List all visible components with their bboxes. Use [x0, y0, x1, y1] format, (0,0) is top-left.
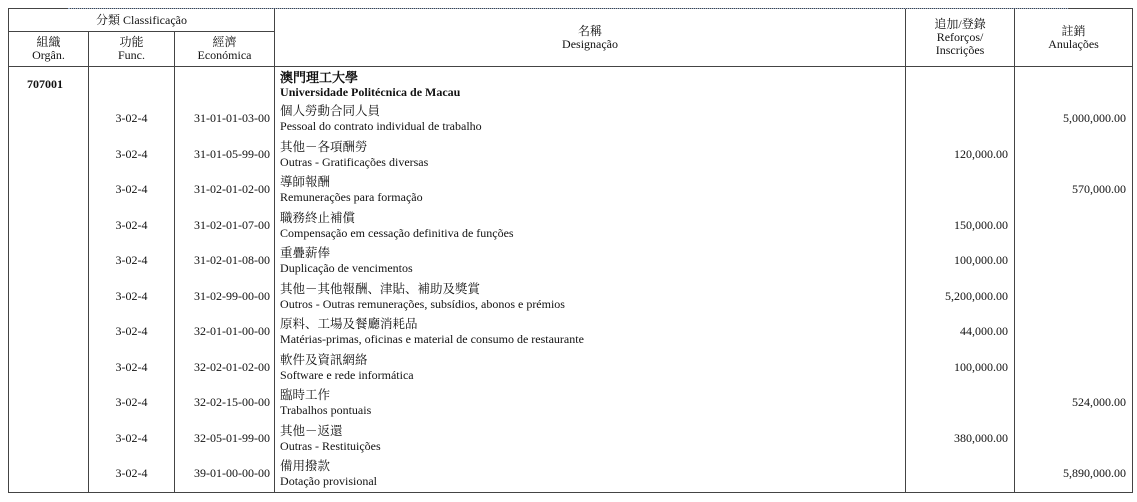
function-code: 3-02-4	[89, 456, 175, 492]
economic-code: 32-05-01-99-00	[175, 421, 275, 457]
annulment-amount	[1015, 314, 1133, 350]
classification-header: 分類 Classificação	[9, 9, 275, 32]
organ-header	[9, 32, 89, 67]
organ-cell	[9, 456, 89, 492]
reinforcement-amount	[906, 172, 1015, 208]
economic-code: 31-02-01-07-00	[175, 208, 275, 244]
reinforcement-amount: 5,200,000.00	[906, 279, 1015, 315]
designation-zh: 個人勞動合同人員	[280, 104, 381, 119]
economic-header	[175, 32, 275, 67]
organ-cell	[9, 279, 89, 315]
function-header	[89, 32, 175, 67]
organ-cell	[9, 243, 89, 279]
organ-cell	[9, 314, 89, 350]
designation-zh: 原料、工場及餐廳消耗品	[280, 317, 418, 332]
function-code: 3-02-4	[89, 101, 175, 137]
table-row	[9, 314, 1133, 350]
table-row	[9, 456, 1133, 492]
designation-zh: 導師報酬	[280, 175, 331, 190]
reinforcements-header-pt2: Inscrições	[935, 43, 985, 57]
annulment-amount	[1015, 421, 1133, 457]
designation-zh: 臨時工作	[280, 388, 331, 403]
economic-code: 31-01-05-99-00	[175, 137, 275, 173]
annulment-amount	[1015, 137, 1133, 173]
economic-code: 31-02-99-00-00	[175, 279, 275, 315]
function-code: 3-02-4	[89, 350, 175, 386]
designation-header-zh: 名稱	[578, 23, 603, 38]
annulments-header-zh: 註銷	[1061, 23, 1086, 38]
reinforcement-amount: 120,000.00	[906, 137, 1015, 173]
function-code: 3-02-4	[89, 314, 175, 350]
organ-cell	[9, 208, 89, 244]
designation-pt: Outras - Gratificações diversas	[280, 154, 429, 169]
organization-name-zh: 澳門理工大學	[280, 69, 359, 85]
designation-pt: Dotação provisional	[280, 474, 378, 489]
table-row	[9, 208, 1133, 244]
organ-cell	[9, 385, 89, 421]
annulment-amount: 524,000.00	[1015, 385, 1133, 421]
reinforcement-amount	[906, 385, 1015, 421]
annulment-amount	[1015, 243, 1133, 279]
designation-cell	[275, 137, 906, 173]
reinforcement-amount: 380,000.00	[906, 421, 1015, 457]
budget-table	[8, 8, 1133, 493]
table-row	[9, 421, 1133, 457]
designation-cell	[275, 314, 906, 350]
empty-cell	[906, 67, 1015, 102]
designation-cell	[275, 279, 906, 315]
organ-header-zh: 組織	[36, 35, 61, 49]
function-code: 3-02-4	[89, 421, 175, 457]
designation-pt: Outras - Restituições	[280, 438, 381, 453]
annulment-amount: 5,000,000.00	[1015, 101, 1133, 137]
empty-cell	[175, 67, 275, 102]
designation-pt: Trabalhos pontuais	[280, 403, 372, 418]
function-header-zh: 功能	[119, 35, 144, 49]
organ-cell	[9, 137, 89, 173]
economic-code: 32-02-15-00-00	[175, 385, 275, 421]
economic-code: 31-02-01-08-00	[175, 243, 275, 279]
designation-pt: Outros - Outras remunerações, subsídios, abonos e prémios	[280, 296, 565, 311]
designation-cell	[275, 172, 906, 208]
designation-pt: Pessoal do contrato individual de trabalho	[280, 119, 482, 134]
organization-name	[275, 67, 906, 102]
reinforcement-amount: 150,000.00	[906, 208, 1015, 244]
organization-row	[9, 67, 1133, 102]
economic-header-pt: Económica	[197, 48, 252, 62]
organ-cell	[9, 421, 89, 457]
economic-code: 31-02-01-02-00	[175, 172, 275, 208]
designation-zh: 重疊薪俸	[280, 246, 331, 261]
reinforcements-header-zh: 追加/登錄	[934, 17, 986, 31]
empty-cell	[89, 67, 175, 102]
function-code: 3-02-4	[89, 385, 175, 421]
designation-pt: Matérias-primas, oficinas e material de consumo de restaurante	[280, 332, 584, 347]
designation-pt: Compensação em cessação definitiva de funções	[280, 225, 514, 240]
annulment-amount: 5,890,000.00	[1015, 456, 1133, 492]
table-row	[9, 385, 1133, 421]
designation-zh: 軟件及資訊網絡	[280, 352, 368, 367]
economic-header-zh: 經濟	[212, 35, 237, 49]
empty-cell	[1015, 67, 1133, 102]
function-code: 3-02-4	[89, 208, 175, 244]
table-row	[9, 137, 1133, 173]
reinforcement-amount: 100,000.00	[906, 350, 1015, 386]
function-code: 3-02-4	[89, 243, 175, 279]
reinforcement-amount: 100,000.00	[906, 243, 1015, 279]
function-code: 3-02-4	[89, 137, 175, 173]
designation-cell	[275, 421, 906, 457]
annulments-header	[1015, 9, 1133, 67]
designation-pt: Software e rede informática	[280, 367, 414, 382]
designation-zh: 其他－各項酬勞	[280, 139, 368, 154]
designation-pt: Duplicação de vencimentos	[280, 261, 413, 276]
annulment-amount: 570,000.00	[1015, 172, 1133, 208]
designation-zh: 職務終止補償	[280, 210, 356, 225]
table-row	[9, 101, 1133, 137]
designation-cell	[275, 208, 906, 244]
table-header	[9, 9, 1133, 67]
designation-cell	[275, 101, 906, 137]
annulments-header-pt: Anulações	[1048, 36, 1099, 51]
designation-cell	[275, 350, 906, 386]
economic-code: 39-01-00-00-00	[175, 456, 275, 492]
designation-zh: 其他－返還	[280, 423, 343, 438]
reinforcements-header-pt1: Reforços/	[936, 30, 984, 44]
designation-cell	[275, 243, 906, 279]
reinforcement-amount	[906, 101, 1015, 137]
table-row	[9, 279, 1133, 315]
table-body	[9, 67, 1133, 493]
table-row	[9, 350, 1133, 386]
designation-header-pt: Designação	[562, 36, 619, 51]
organization-name-pt: Universidade Politécnica de Macau	[280, 84, 461, 99]
budget-table-page	[8, 8, 1132, 494]
designation-pt: Remunerações para formação	[280, 190, 423, 205]
designation-cell	[275, 456, 906, 492]
function-code: 3-02-4	[89, 172, 175, 208]
annulment-amount	[1015, 350, 1133, 386]
table-row	[9, 172, 1133, 208]
reinforcement-amount	[906, 456, 1015, 492]
reinforcements-header	[906, 9, 1015, 67]
reinforcement-amount: 44,000.00	[906, 314, 1015, 350]
organ-cell	[9, 172, 89, 208]
function-code: 3-02-4	[89, 279, 175, 315]
table-row	[9, 243, 1133, 279]
economic-code: 32-02-01-02-00	[175, 350, 275, 386]
economic-code: 32-01-01-00-00	[175, 314, 275, 350]
designation-header	[275, 9, 906, 67]
organization-code: 707001	[9, 67, 89, 102]
function-header-pt: Func.	[118, 48, 145, 62]
annulment-amount	[1015, 279, 1133, 315]
organ-header-pt: Orgân.	[32, 48, 65, 62]
organ-cell	[9, 350, 89, 386]
designation-zh: 其他－其他報酬、津貼、補助及獎賞	[280, 281, 481, 296]
designation-cell	[275, 385, 906, 421]
organ-cell	[9, 101, 89, 137]
annulment-amount	[1015, 208, 1133, 244]
economic-code: 31-01-01-03-00	[175, 101, 275, 137]
designation-zh: 備用撥款	[280, 459, 331, 474]
top-dotted-line	[68, 8, 1068, 10]
